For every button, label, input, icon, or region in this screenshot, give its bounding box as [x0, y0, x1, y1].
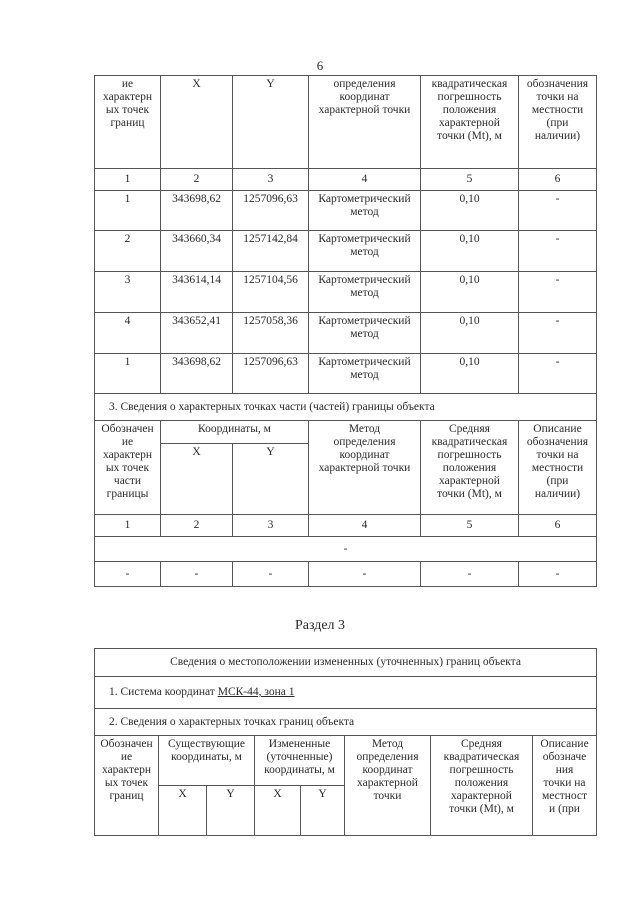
points-title-row — [95, 709, 597, 736]
header-description: обозначения точки на местности (при наличии) — [519, 76, 597, 169]
cell-x: 343614,14 — [161, 272, 233, 313]
s3-header-changed: Измененные (уточненные) координаты, м — [255, 736, 345, 786]
cell-description: - — [519, 272, 597, 313]
column-number: 2 — [161, 169, 233, 191]
cell-dash: - — [161, 562, 233, 587]
column-number: 4 — [309, 515, 421, 537]
part-header-point-label: Обозначен ие характерн ых точек части границы — [95, 421, 161, 515]
cell-x: 343698,62 — [161, 191, 233, 231]
cell-method: Картометрический метод — [309, 354, 421, 394]
column-number: 3 — [233, 515, 309, 537]
cell-y: 1257104,56 — [233, 272, 309, 313]
column-number: 2 — [161, 515, 233, 537]
part-title-row — [95, 394, 597, 421]
part-dash-cell: - — [95, 537, 597, 562]
s3-header-method: Метод определения координат характерной точки — [345, 736, 431, 836]
points-title: 2. Сведения о характерных точках границ объекта — [95, 709, 597, 736]
s3-header-accuracy: Средняя квадратическая погрешность положения характерной точки (Mt), м — [431, 736, 533, 836]
column-number: 5 — [421, 169, 519, 191]
cell-y: 1257142,84 — [233, 231, 309, 272]
part-dash-row — [95, 537, 597, 562]
column-number: 5 — [421, 515, 519, 537]
column-number: 6 — [519, 169, 597, 191]
part-header-description: Описание обозначения точки на местности (при наличии) — [519, 421, 597, 515]
column-number: 3 — [233, 169, 309, 191]
s3-header-row — [95, 736, 597, 786]
s3-header-y2: Y — [301, 786, 345, 836]
cell-method: Картометрический метод — [309, 272, 421, 313]
s3-header-point-label: Обозначен ие характерн ых точек границ — [95, 736, 159, 836]
s3-header-y1: Y — [207, 786, 255, 836]
part-header-y: Y — [233, 444, 309, 515]
cell-description: - — [519, 231, 597, 272]
cell-method: Картометрический метод — [309, 313, 421, 354]
header-x: X — [161, 76, 233, 169]
table-header-row — [95, 76, 597, 169]
part-column-numbers-row — [95, 515, 597, 537]
header-point-label: ие характерн ых точек границ — [95, 76, 161, 169]
boundary-points-table — [94, 75, 597, 587]
part-empty-row — [95, 562, 597, 587]
cell-point: 3 — [95, 272, 161, 313]
s3-header-x1: X — [159, 786, 207, 836]
changed-boundary-table — [94, 648, 597, 836]
cell-dash: - — [309, 562, 421, 587]
table-row — [95, 313, 597, 354]
part-header-accuracy: Средняя квадратическая погрешность положения характерной точки (Mt), м — [421, 421, 519, 515]
header-method: определения координат характерной точки — [309, 76, 421, 169]
part-header-coordinates: Координаты, м — [161, 421, 309, 444]
cell-y: 1257058,36 — [233, 313, 309, 354]
header-accuracy: квадратическая погрешность положения характерной точки (Mt), м — [421, 76, 519, 169]
column-numbers-row — [95, 169, 597, 191]
s3-header-existing: Существующие координаты, м — [159, 736, 255, 786]
coordinate-system — [95, 677, 597, 709]
cell-y: 1257096,63 — [233, 354, 309, 394]
part-header-row — [95, 421, 597, 444]
cell-x: 343652,41 — [161, 313, 233, 354]
coordinate-system-row — [95, 677, 597, 709]
part-header-method: Метод определения координат характерной точки — [309, 421, 421, 515]
info-title: Сведения о местоположении измененных (уточненных) границ объекта — [95, 649, 597, 677]
cell-accuracy: 0,10 — [421, 272, 519, 313]
cell-y: 1257096,63 — [233, 191, 309, 231]
column-number: 1 — [95, 515, 161, 537]
cell-point: 4 — [95, 313, 161, 354]
cell-method: Картометрический метод — [309, 231, 421, 272]
cell-accuracy: 0,10 — [421, 231, 519, 272]
part-title: 3. Сведения о характерных точках части (частей) границы объекта — [95, 394, 597, 421]
cell-dash: - — [95, 562, 161, 587]
cell-accuracy: 0,10 — [421, 191, 519, 231]
part-header-x: X — [161, 444, 233, 515]
table-row — [95, 231, 597, 272]
cell-description: - — [519, 313, 597, 354]
s3-header-description: Описание обозначе ния точки на местност и (при — [533, 736, 597, 836]
table-row — [95, 272, 597, 313]
page-number: 6 — [316, 58, 324, 73]
section-title: Раздел 3 — [294, 618, 346, 633]
cell-dash: - — [421, 562, 519, 587]
cell-accuracy: 0,10 — [421, 313, 519, 354]
header-y: Y — [233, 76, 309, 169]
cell-description: - — [519, 354, 597, 394]
cell-point: 1 — [95, 354, 161, 394]
cell-dash: - — [233, 562, 309, 587]
column-number: 4 — [309, 169, 421, 191]
cell-method: Картометрический метод — [309, 191, 421, 231]
cell-accuracy: 0,10 — [421, 354, 519, 394]
table-row — [95, 354, 597, 394]
cell-point: 1 — [95, 191, 161, 231]
cell-dash: - — [519, 562, 597, 587]
column-number: 6 — [519, 515, 597, 537]
coordinate-system-label: 1. Система координат — [109, 686, 218, 698]
info-title-row — [95, 649, 597, 677]
coordinate-system-value: МСК-44, зона 1 — [217, 686, 295, 698]
s3-header-x2: X — [255, 786, 301, 836]
table-row — [95, 191, 597, 231]
cell-point: 2 — [95, 231, 161, 272]
cell-description: - — [519, 191, 597, 231]
cell-x: 343698,62 — [161, 354, 233, 394]
cell-x: 343660,34 — [161, 231, 233, 272]
column-number: 1 — [95, 169, 161, 191]
